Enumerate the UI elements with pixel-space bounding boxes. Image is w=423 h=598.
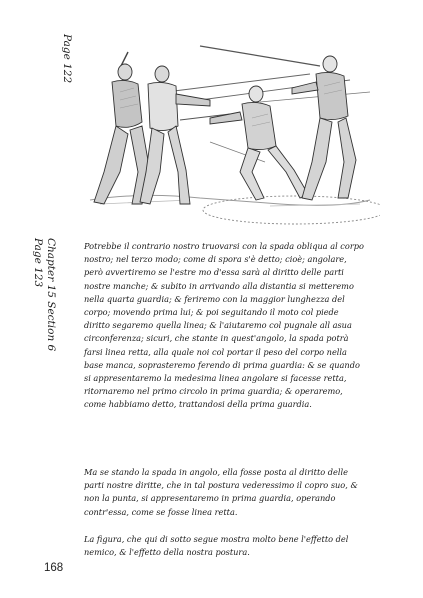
body-paragraph-1: Potrebbe il contrario nostro truovarsi con la spada obliqua al corpo nostro; nel terzo modo; come di spora s'è detto; cioè; angolare, però avvertiremo se l'estre mo d'essa sarà al diritto delle parti nostre manche; & subito in arrivando alla distantia si metteremo nella quarta guardia; & feriremo con la maggior lunghezza del corpo; movendo prima lui; & poi seguitando il moto col piede diritto segaremo quella linea; & l'aiutaremo col pugnale all asua circonferenza; sicuri, che stante in quest'angolo, la spada potrà farsi linea retta, alla quale noi col portar il peso del corpo nella base manca, soprasteremo ferendo di prima guardia: & se quando si appresentaremo la medesima linea angolare si facesse retta, ritornaremo nel primo circolo in prima guardia; & operaremo, come habbiamo detto, trattandosi della prima guardia. (84, 241, 364, 410)
body-paragraph-2: Ma se stando la spada in angolo, ella fosse posta al diritto delle parti nostre diritte, che in tal postura vederessimo il copro suo, & non la punta, si appresentaremo in prima guardia, operando contr'essa, come se fosse linea retta. (84, 467, 358, 517)
chapter-section-text: Chapter 15 Section 6 (45, 238, 57, 352)
fencing-illustration (80, 22, 380, 232)
page-number: 168 (44, 562, 64, 574)
page-reference-top: Page 122 (61, 34, 73, 84)
chapter-section-label (31, 238, 57, 351)
body-paragraph-3: La figura, che qui di sotto segue mostra molto bene l'effetto del nemico, & l'effetto della nostra postura. (84, 534, 349, 558)
page-reference-side: Page 123 (32, 238, 44, 288)
